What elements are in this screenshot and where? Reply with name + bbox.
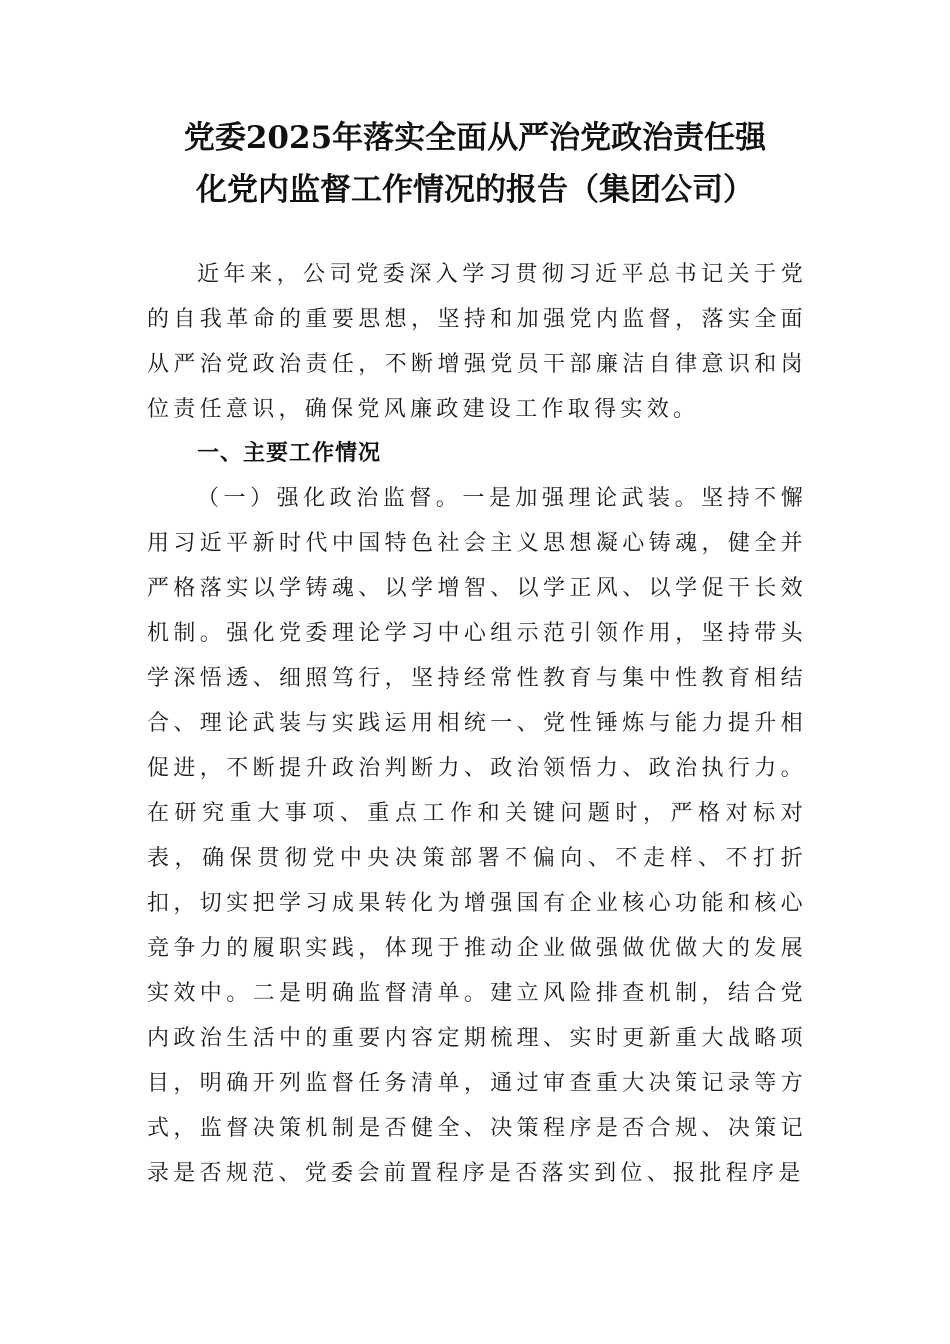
- section-body: [147, 476, 807, 1196]
- section-paragraph: （一）强化政治监督。一是加强理论武装。坚持不懈用习近平新时代中国特色社会主义思想凝心铸魂，健全并严格落实以学铸魂、以学增智、以学正风、以学促干长效机制。强化党委理论学习中心组示范引领作用，坚持带头学深悟透、细照笃行，坚持经常性教育与集中性教育相结合、理论武装与实践运用相统一、党性锤炼与能力提升相促进，不断提升政治判断力、政治领悟力、政治执行力。在研究重大事项、重点工作和关键问题时，严格对标对表，确保贯彻党中央决策部署不偏向、不走样、不打折扣，切实把学习成果转化为增强国有企业核心功能和核心竞争力的履职实践，体现于推动企业做强做优做大的发展实效中。二是明确监督清单。建立风险排查机制，结合党内政治生活中的重要内容定期梳理、实时更新重大战略项目，明确开列监督任务清单，通过审查重大决策记录等方式，监督决策机制是否健全、决策程序是否合规、决策记录是否规范、党委会前置程序是否落实到位、报批程序是: [147, 486, 807, 1186]
- document-title-line-2: 化党内监督工作情况的报告（集团公司）: [196, 172, 754, 208]
- intro-section: [147, 252, 807, 432]
- document-title: [130, 112, 820, 216]
- section-heading: 一、主要工作情况: [197, 441, 382, 466]
- document-title-line-1: 党委2025年落实全面从严治党政治责任强: [183, 120, 767, 156]
- intro-paragraph: 近年来，公司党委深入学习贯彻习近平总书记关于党的自我革命的重要思想，坚持和加强党内监督，落实全面从严治党政治责任，不断增强党员干部廉洁自律意识和岗位责任意识，确保党风廉政建设工作取得实效。: [147, 262, 807, 422]
